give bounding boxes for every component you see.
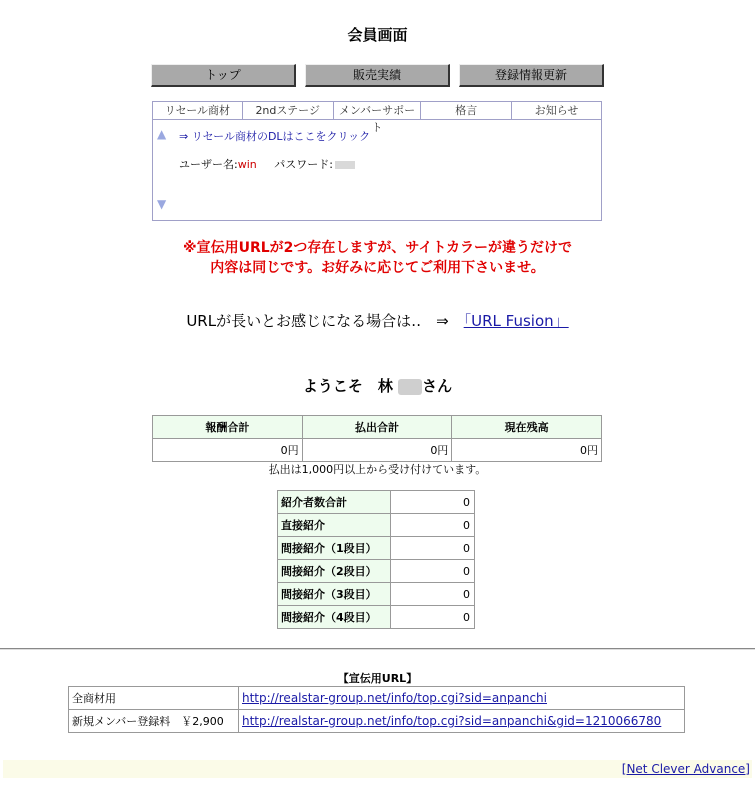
divider — [0, 648, 755, 650]
promo-url-link[interactable]: http://realstar-group.net/info/top.cgi?sid=anpanchi&gid=1210066780 — [242, 714, 662, 728]
update-info-button[interactable]: 登録情報更新 — [459, 64, 604, 87]
tab-member-support[interactable]: メンバーサポート — [334, 102, 422, 119]
referral-value: 0 — [391, 583, 475, 606]
payout-total-value: 0円 — [302, 439, 452, 462]
balance-value: 0円 — [452, 439, 602, 462]
welcome-message — [0, 375, 755, 396]
welcome-suffix: さん — [422, 377, 453, 395]
payout-total-header: 払出合計 — [302, 416, 452, 439]
scroll-down-icon[interactable]: ▼ — [157, 197, 167, 211]
footer — [3, 760, 752, 778]
referral-value: 0 — [391, 491, 475, 514]
user-label: ユーザー名: — [179, 158, 238, 171]
referral-label: 間接紹介（2段目） — [278, 560, 391, 583]
name-redacted — [398, 379, 422, 395]
net-clever-advance-link[interactable]: [Net Clever Advance] — [621, 762, 750, 776]
page-title: 会員画面 — [347, 26, 408, 44]
sales-button[interactable]: 販売実績 — [305, 64, 450, 87]
notice-line-2: 内容は同じです。お好みに応じてご利用下さいませ。 — [210, 260, 545, 276]
promo-label: 新規メンバー登録料 ￥2,900 — [69, 710, 239, 733]
tab-bar — [153, 102, 601, 134]
tab-resale[interactable]: リセール商材 — [153, 102, 243, 119]
notice — [0, 238, 755, 278]
table-row — [69, 687, 685, 710]
promo-title: 【宣伝用URL】 — [337, 672, 418, 685]
url-fusion-link[interactable]: 「URL Fusion」 — [463, 312, 569, 330]
table-row — [69, 710, 685, 733]
referral-value: 0 — [391, 537, 475, 560]
table-row — [278, 560, 475, 583]
resale-download-link[interactable]: ⇒ リセール商材のDLはここをクリック — [179, 130, 371, 143]
credentials — [179, 156, 355, 172]
reward-total-header: 報酬合計 — [153, 416, 303, 439]
balance-header: 現在残高 — [452, 416, 602, 439]
table-row — [278, 491, 475, 514]
notice-line-1: ※宣伝用URLが2つ存在しますが、サイトカラーが違うだけで — [182, 240, 573, 256]
referral-value: 0 — [391, 560, 475, 583]
money-table — [152, 415, 602, 462]
promo-label: 全商材用 — [69, 687, 239, 710]
table-row — [278, 606, 475, 629]
password-label: パスワード: — [274, 158, 333, 171]
promo-url-table — [68, 686, 685, 733]
tab-2nd-stage[interactable]: 2ndステージ — [243, 102, 334, 119]
referral-label: 間接紹介（4段目） — [278, 606, 391, 629]
url-fusion-text: URLが長いとお感じになる場合は‥ ⇒ — [186, 312, 464, 330]
table-row — [278, 537, 475, 560]
table-row — [278, 514, 475, 537]
referral-value: 0 — [391, 606, 475, 629]
welcome-prefix: ようこそ 林 — [302, 377, 393, 395]
referral-table — [277, 490, 475, 629]
user-value: win — [237, 158, 257, 171]
url-fusion-line — [0, 310, 755, 331]
referral-value: 0 — [391, 514, 475, 537]
referral-label: 紹介者数合計 — [278, 491, 391, 514]
referral-label: 間接紹介（3段目） — [278, 583, 391, 606]
top-button[interactable]: トップ — [151, 64, 296, 87]
reward-total-value: 0円 — [153, 439, 303, 462]
referral-label: 直接紹介 — [278, 514, 391, 537]
tab-news[interactable]: お知らせ — [534, 104, 579, 117]
scroll-up-icon[interactable]: ▲ — [157, 127, 167, 141]
referral-label: 間接紹介（1段目） — [278, 537, 391, 560]
payout-note: 払出は1,000円以上から受け付けています。 — [268, 463, 487, 476]
tab-panel — [152, 101, 602, 221]
tab-proverb[interactable]: 格言 — [421, 102, 512, 119]
table-row — [278, 583, 475, 606]
password-value-redacted — [335, 161, 355, 169]
promo-url-link[interactable]: http://realstar-group.net/info/top.cgi?sid=anpanchi — [242, 691, 547, 705]
